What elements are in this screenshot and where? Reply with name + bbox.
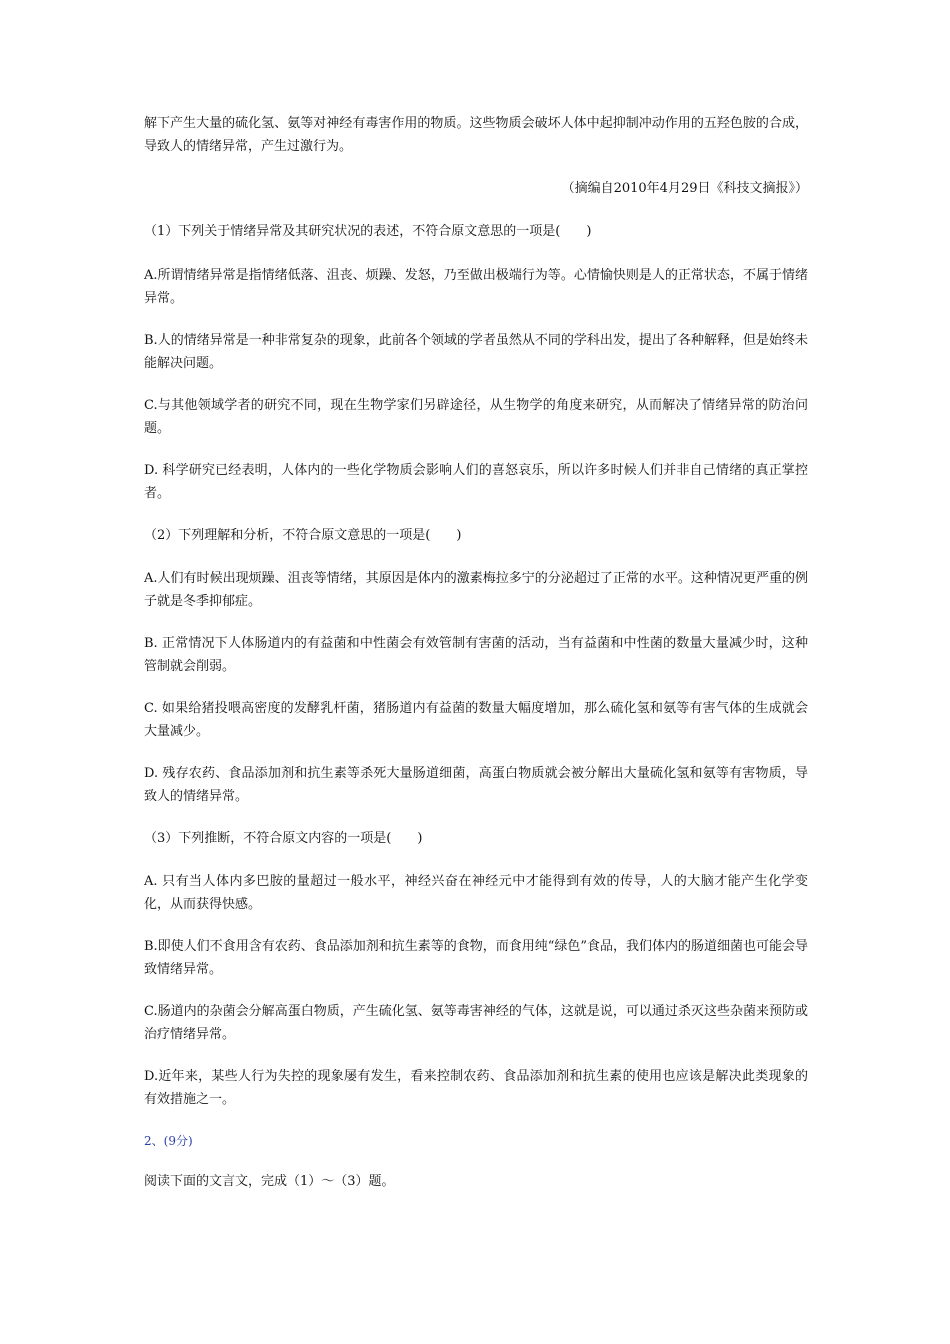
question-2-option-c: C. 如果给猪投喂高密度的发酵乳杆菌，猪肠道内有益菌的数量大幅度增加，那么硫化氢和氨等有害气体的生成就会大量减少。 [144, 701, 808, 739]
question-2-option-a: A.人们有时候出现烦躁、沮丧等情绪，其原因是体内的激素梅拉多宁的分泌超过了正常的水平。这种情况更严重的例子就是冬季抑郁症。 [144, 571, 808, 609]
question-2-stem: （2）下列理解和分析，不符合原文意思的一项是( ) [144, 528, 462, 543]
question-2-option-d: D. 残存农药、食品添加剂和抗生素等杀死大量肠道细菌，高蛋白物质就会被分解出大量硫化氢和氨等有害物质，导致人的情绪异常。 [144, 766, 808, 804]
question-1-option-a: A.所谓情绪异常是指情绪低落、沮丧、烦躁、发怒，乃至做出极端行为等。心情愉快则是人的正常状态，不属于情绪异常。 [144, 268, 808, 306]
question-3-stem: （3）下列推断，不符合原文内容的一项是( ) [144, 831, 423, 846]
question-3-option-b: B.即使人们不食用含有农药、食品添加剂和抗生素等的食物，而食用纯“绿色”食品，我们体内的肠道细菌也可能会导致情绪异常。 [144, 939, 808, 977]
question-3-option-c: C.肠道内的杂菌会分解高蛋白物质，产生硫化氢、氨等毒害神经的气体，这就是说，可以通过杀灭这些杂菌来预防或治疗情绪异常。 [144, 1004, 808, 1042]
question-2-option-b: B. 正常情况下人体肠道内的有益菌和中性菌会有效管制有害菌的活动，当有益菌和中性菌的数量大量减少时，这种管制就会削弱。 [144, 636, 808, 674]
question-1-stem: （1）下列关于情绪异常及其研究状况的表述，不符合原文意思的一项是( ) [144, 224, 592, 239]
question-1-option-d: D. 科学研究已经表明，人体内的一些化学物质会影响人们的喜怒哀乐，所以许多时候人们并非自己情绪的真正掌控者。 [144, 463, 808, 501]
question-3-option-d: D.近年来，某些人行为失控的现象屡有发生，看来控制农药、食品添加剂和抗生素的使用也应该是解决此类现象的有效措施之一。 [144, 1069, 808, 1107]
article-continuation: 解下产生大量的硫化氢、氨等对神经有毒害作用的物质。这些物质会破坏人体中起抑制冲动作用的五羟色胺的合成，导致人的情绪异常，产生过激行为。 [144, 116, 808, 154]
section-2-heading: 2、(9分) [144, 1134, 193, 1148]
question-3-option-a: A. 只有当人体内多巴胺的量超过一般水平，神经兴奋在神经元中才能得到有效的传导，人的大脑才能产生化学变化，从而获得快感。 [144, 874, 808, 912]
section-2-instruction: 阅读下面的文言文，完成（1）～（3）题。 [144, 1174, 395, 1189]
article-source: （摘编自2010年4月29日《科技文摘报》） [561, 181, 808, 196]
question-1-option-c: C.与其他领域学者的研究不同，现在生物学家们另辟途径，从生物学的角度来研究，从而解决了情绪异常的防治问题。 [144, 398, 808, 436]
question-1-option-b: B.人的情绪异常是一种非常复杂的现象，此前各个领域的学者虽然从不同的学科出发，提出了各种解释，但是始终未能解决问题。 [144, 333, 808, 371]
